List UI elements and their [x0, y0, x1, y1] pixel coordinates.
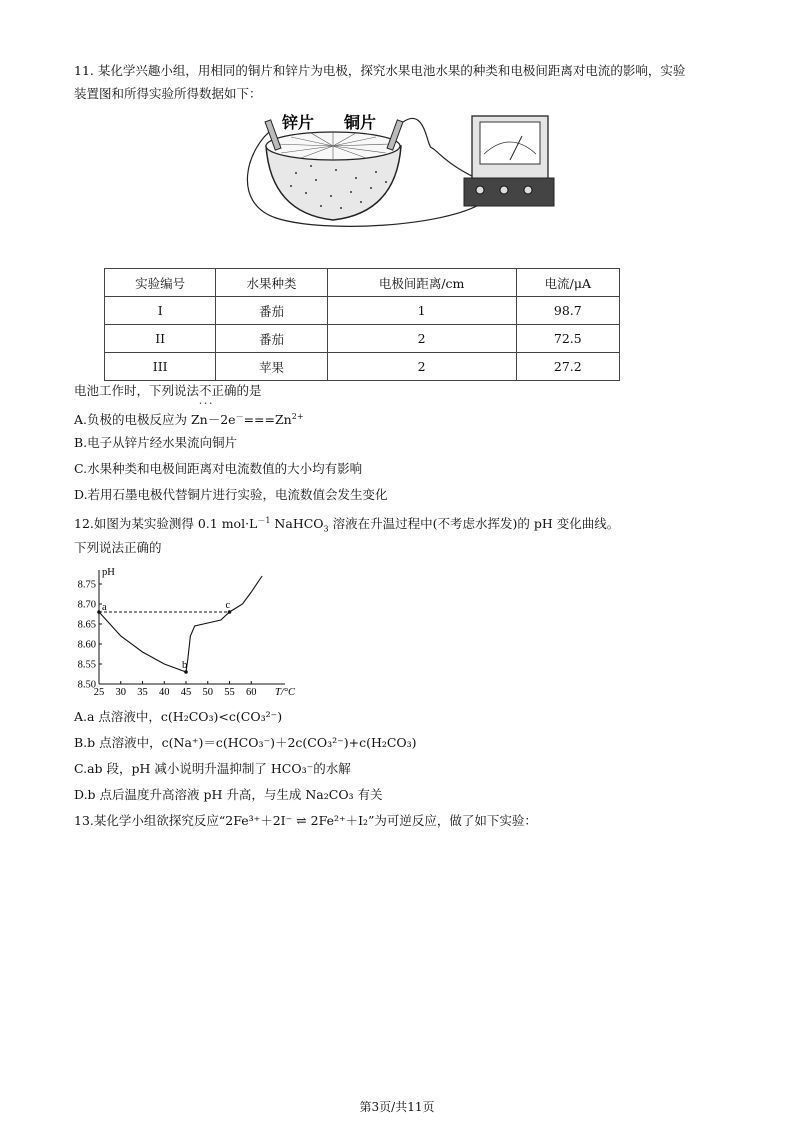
ph-temperature-chart [66, 566, 296, 702]
header-cell: 水果种类 [216, 269, 327, 297]
table-cell: 27.2 [516, 353, 619, 381]
emphasis-text: 不正确 • • • [199, 380, 237, 402]
table-cell: 番茄 [216, 325, 327, 353]
q12-option-c: C.ab 段，pH 减小说明升温抑制了 HCO₃⁻的水解 [74, 761, 351, 776]
table-row [105, 325, 620, 353]
y-tick-label: 8.60 [77, 639, 96, 651]
experiment-data-table [104, 268, 620, 381]
y-tick-label: 8.70 [77, 599, 96, 611]
page-footer: 第3页/共11页 [359, 1100, 435, 1114]
x-tick-label: 30 [115, 687, 126, 698]
q12-option-a: A.a 点溶液中，c(H₂CO₃)<c(CO₃²⁻) [74, 709, 283, 724]
table-cell: 2 [327, 325, 516, 353]
y-tick-label: 8.55 [77, 659, 96, 671]
q11-stem-line1: 11. 某化学兴趣小组，用相同的铜片和锌片为电极，探究水果电池水果的种类和电极间距离对电流的影响，实验 [74, 63, 686, 78]
header-cell: 实验编号 [105, 269, 216, 297]
table-cell: 苹果 [216, 353, 327, 381]
table-row [105, 297, 620, 325]
table-header-row [105, 269, 620, 297]
point-label-a: a [102, 602, 107, 613]
superscript: －1 [257, 516, 271, 525]
stem-text: 溶液在升温过程中(不考虑水挥发)的 pH 变化曲线。 [328, 516, 620, 532]
y-tick-label: 8.65 [77, 619, 96, 631]
table-cell: 番茄 [216, 297, 327, 325]
stem-text: 12.如图为某实验测得 0.1 mol·L [74, 516, 258, 532]
table-cell: II [105, 325, 216, 353]
ph-curve [99, 576, 262, 672]
q12-option-d: D.b 点后温度升高溶液 pH 升高，与生成 Na₂CO₃ 有关 [74, 787, 383, 802]
table-cell: III [105, 353, 216, 381]
point-label-b: b [182, 660, 188, 671]
prompt-text: 的是 [236, 383, 262, 398]
y-axis-label: pH [102, 567, 115, 578]
x-tick-label: 35 [137, 687, 148, 698]
data-point-a [97, 610, 101, 614]
x-tick-label: 40 [159, 687, 170, 698]
zinc-label: 锌片 [282, 115, 315, 132]
table-row [105, 353, 620, 381]
y-tick-label: 8.75 [77, 579, 96, 591]
q13-stem: 13.某化学小组欲探究反应“2Fe³⁺＋2I⁻ ⇌ 2Fe²⁺＋I₂”为可逆反应，做了如下实验： [74, 813, 537, 828]
q11-prompt [74, 380, 262, 402]
y-tick-label: 8.50 [77, 679, 96, 691]
fruit-battery-figure [236, 108, 566, 234]
copper-label: 铜片 [344, 115, 377, 132]
x-tick-label: 60 [246, 687, 257, 698]
q11-option-c: C.水果种类和电极间距离对电流数值的大小均有影响 [74, 461, 363, 476]
x-tick-label: 50 [202, 687, 213, 698]
ammeter-icon [464, 116, 554, 206]
table-cell: I [105, 297, 216, 325]
q11-option-d: D.若用石墨电极代替铜片进行实验，电流数值会发生变化 [74, 487, 388, 502]
q11-option-a [74, 406, 304, 431]
point-label-c: c [225, 600, 231, 611]
x-tick-label: 25 [93, 687, 105, 698]
table-cell: 72.5 [516, 325, 619, 353]
subscript: 3 [323, 524, 329, 534]
q11-option-b: B.电子从锌片经水果流向铜片 [74, 435, 238, 450]
prompt-text: 电池工作时，下列说法 [74, 383, 200, 398]
option-text: ===Zn [243, 412, 292, 428]
option-text: A.负极的电极反应为 Zn－2e [74, 412, 236, 428]
header-cell: 电流/μA [516, 269, 619, 297]
x-tick-label: 55 [224, 687, 235, 698]
stem-text: NaHCO [270, 516, 324, 532]
header-cell: 电极间距离/cm [327, 269, 516, 297]
q12-option-b: B.b 点溶液中，c(Na⁺)＝c(HCO₃⁻)＋2c(CO₃²⁻)+c(H₂CO₃) [74, 735, 417, 750]
x-tick-label: 45 [180, 687, 192, 698]
table-cell: 1 [327, 297, 516, 325]
x-axis-label: T/°C [275, 687, 295, 698]
q12-stem-line2: 下列说法正确的 [74, 540, 162, 555]
superscript: － [235, 412, 244, 421]
superscript: 2+ [291, 412, 304, 421]
table-cell: 2 [327, 353, 516, 381]
q11-stem-line2: 装置图和所得实验所得数据如下： [74, 86, 262, 101]
table-cell: 98.7 [516, 297, 619, 325]
